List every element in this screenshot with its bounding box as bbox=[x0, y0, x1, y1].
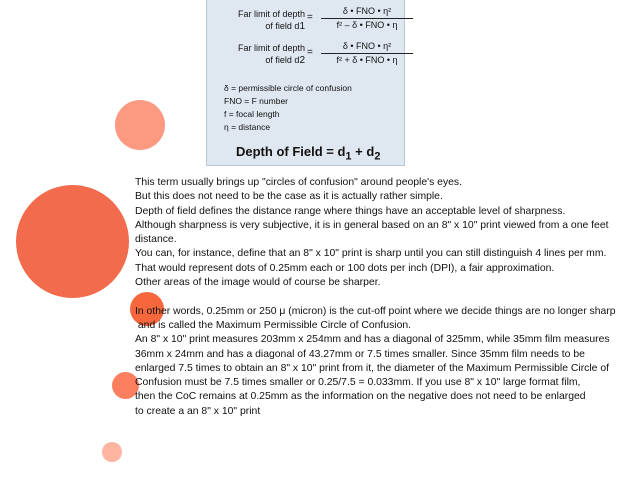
text-line: You can, for instance, define that an 8" x 10" print is sharp until you can still distinguish 4 lines per mm. bbox=[135, 248, 607, 260]
text-line: An 8" x 10" print measures 203mm x 254mm and has a diagonal of 325mm, while 35mm film measures bbox=[135, 334, 610, 346]
text-line: then the CoC remains at 0.25mm as the information on the negative does not need to be enlarged bbox=[135, 391, 586, 403]
text-line: Although sharpness is very subjective, it is in general based on an 8" x 10" print viewed from a one feet bbox=[135, 219, 609, 231]
text-line: Depth of field defines the distance range where things have an acceptable level of sharpness. bbox=[135, 205, 566, 217]
decorative-circle-large bbox=[16, 185, 129, 298]
text-line: But this does not need to be the case as it is actually rather simple. bbox=[135, 191, 443, 203]
equals-sign: = bbox=[307, 12, 313, 23]
depth-of-field-formula-figure bbox=[206, 0, 405, 166]
text-line: Other areas of the image would of course be sharper. bbox=[135, 277, 381, 289]
body-text bbox=[135, 176, 635, 419]
text-line: distance. bbox=[135, 234, 177, 246]
text-line: This term usually brings up "circles of confusion" around people's eyes. bbox=[135, 177, 463, 188]
legend-item: f = focal length bbox=[224, 109, 280, 119]
d2-numerator: δ • FNO • η² bbox=[342, 41, 392, 51]
d2-denominator: f² + δ • FNO • η bbox=[336, 55, 398, 65]
fraction-bar bbox=[321, 18, 413, 19]
depth-of-field-equation: Depth of Field = $d_1 + d_2$ bbox=[236, 144, 381, 163]
legend-item: FNO = F number bbox=[224, 96, 289, 106]
text-line: and is called the Maximum Permissible Circle of Confusion. bbox=[135, 319, 412, 331]
text-line: to create a an 8" x 10" print bbox=[135, 405, 261, 417]
text-line: In other words, 0.25mm or 250 μ (micron) is the cut-off point where we decide things are no longer sharp bbox=[135, 305, 616, 317]
d1-numerator: δ • FNO • η² bbox=[342, 6, 392, 16]
legend-item: η = distance bbox=[224, 122, 271, 132]
decorative-circle-tiny bbox=[102, 442, 122, 462]
near-limit-label: Far limit of depth of field d1 bbox=[237, 9, 305, 32]
legend-item: δ = permissible circle of confusion bbox=[224, 83, 352, 93]
text-line: Confusion must be 7.5 times smaller or 0.25/7.5 = 0.033mm. If you use 8" x 10" large format film, bbox=[135, 377, 581, 389]
text-line: That would represent dots of 0.25mm each or 100 dots per inch (DPI), a fair approximation. bbox=[135, 262, 555, 274]
text-line: enlarged 7.5 times to obtain an 8" x 10" print from it, the diameter of the Maximum Permissible Circle of bbox=[135, 362, 610, 374]
far-limit-label: Far limit of depth of field d2 bbox=[237, 43, 305, 66]
equals-sign: = bbox=[307, 47, 313, 58]
d1-denominator: f² – δ • FNO • η bbox=[336, 20, 398, 30]
paragraph-spacer bbox=[135, 290, 635, 304]
text-line: 36mm x 24mm and has a diagonal of 43.27mm or 7.5 times smaller. Since 35mm film needs to be bbox=[135, 348, 585, 360]
decorative-circle-light bbox=[115, 100, 165, 150]
fraction-bar bbox=[321, 53, 413, 54]
